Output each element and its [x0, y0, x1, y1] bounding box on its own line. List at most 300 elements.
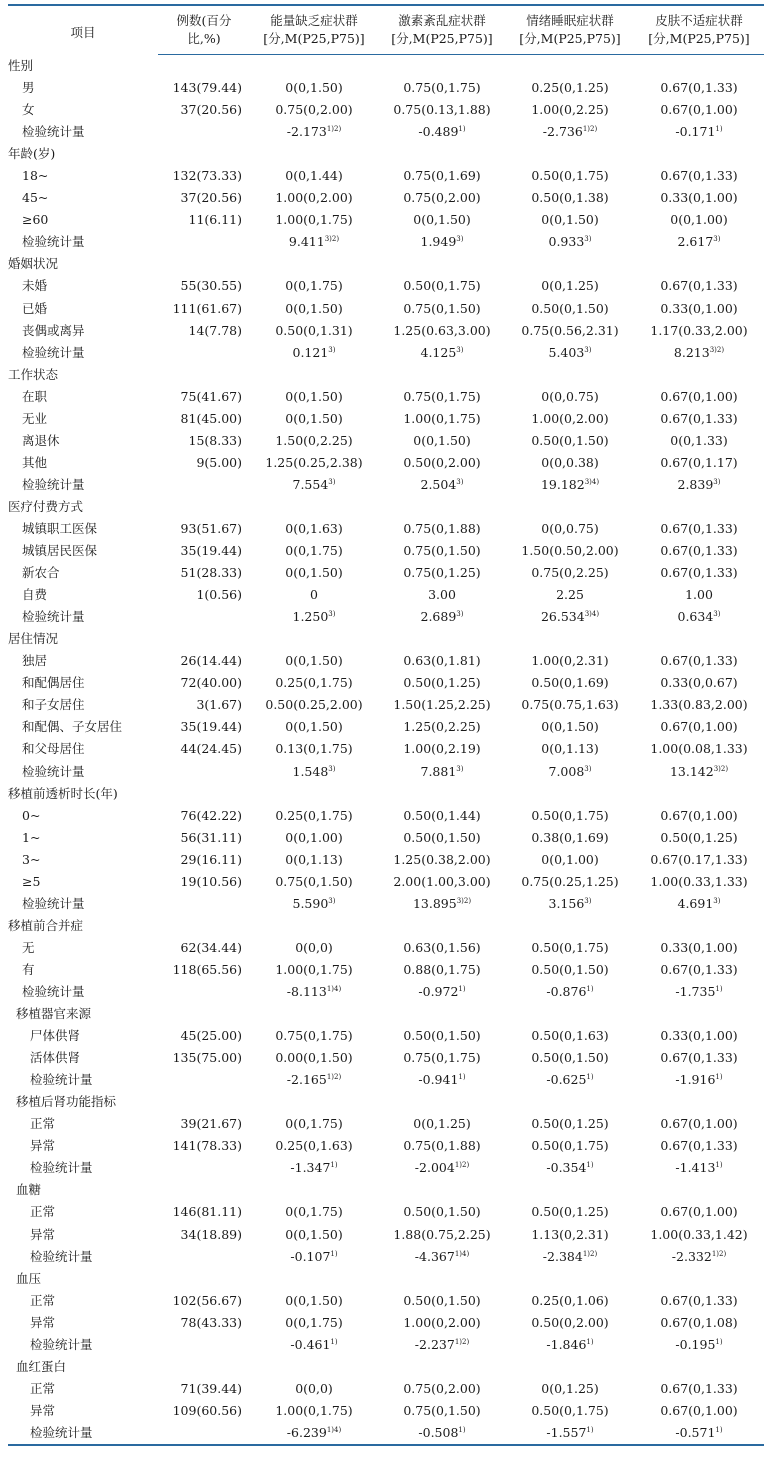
stat-cell — [250, 231, 378, 253]
empty-cell — [506, 628, 634, 650]
value-cell: 0.50(0,1.75) — [403, 278, 481, 294]
stat-footnote: 1) — [715, 1337, 723, 1346]
stat-value: 5.403 — [548, 344, 585, 360]
empty-cell — [634, 1179, 764, 1201]
stat-value: 1.949 — [420, 234, 457, 250]
header-unit: [分,M(P25,P75)] — [634, 30, 764, 55]
row-label: 正常 — [30, 1116, 56, 1132]
empty-cell — [634, 783, 764, 805]
empty-cell — [634, 496, 764, 518]
group-label: 移植后肾功能指标 — [16, 1094, 117, 1110]
group-label: 工作状态 — [8, 366, 59, 382]
table-row — [8, 783, 764, 805]
stat-footnote: 3) — [713, 477, 721, 486]
stat-footnote: 3) — [584, 896, 592, 905]
value-cell: 0(0,1.75) — [285, 1116, 343, 1132]
table-row — [8, 1400, 764, 1422]
count-cell: 109(60.56) — [172, 1402, 242, 1418]
stat-footnote: 1) — [715, 984, 723, 993]
count-cell: 45(25.00) — [180, 1028, 242, 1044]
empty-cell — [378, 783, 506, 805]
stat-cell — [634, 121, 764, 143]
stat-cell — [506, 893, 634, 915]
table-row — [8, 915, 764, 937]
stat-footnote: 3)2) — [709, 345, 725, 354]
stat-cell — [250, 1157, 378, 1179]
stat-footnote: 3)4) — [584, 477, 600, 486]
header-energy: 能量缺乏症状群 — [250, 5, 378, 30]
empty-cell — [506, 496, 634, 518]
empty-cell — [378, 253, 506, 275]
value-cell: 0.50(0,1.25) — [660, 829, 738, 845]
stat-cell — [506, 606, 634, 628]
header-unit: [分,M(P25,P75)] — [250, 30, 378, 55]
stat-footnote: 1)2) — [582, 125, 598, 134]
table-row — [8, 386, 764, 408]
table-row — [8, 496, 764, 518]
value-cell: 0.33(0,1.00) — [660, 190, 738, 206]
value-cell: 1.00(0,2.25) — [531, 102, 609, 118]
table-row — [8, 342, 764, 364]
count-cell — [158, 253, 250, 275]
stat-footnote: 3)2) — [324, 235, 340, 244]
stat-value: -2.332 — [671, 1248, 712, 1264]
stat-cell — [378, 981, 506, 1003]
row-label: 未婚 — [22, 278, 48, 294]
data-table-container — [8, 4, 764, 1446]
stat-cell — [506, 231, 634, 253]
count-cell: 11(6.11) — [188, 212, 242, 228]
stat-cell — [378, 1157, 506, 1179]
table-row — [8, 231, 764, 253]
value-cell: 1.00(0,2.00) — [275, 190, 353, 206]
count-cell — [158, 1157, 250, 1179]
stat-footnote: 1)2) — [582, 1249, 598, 1258]
row-label: 女 — [22, 102, 35, 118]
empty-cell — [250, 1091, 378, 1113]
value-cell: 0.50(0,1.50) — [531, 432, 609, 448]
value-cell: 0.63(0,1.81) — [403, 653, 481, 669]
value-cell: 0(0,1.00) — [670, 212, 728, 228]
value-cell: 1.25(0.25,2.38) — [265, 454, 363, 470]
stat-value: -2.165 — [286, 1072, 327, 1088]
value-cell: 0.75(0,1.75) — [403, 1050, 481, 1066]
value-cell: 0.33(0,1.00) — [660, 939, 738, 955]
value-cell: 0.75(0,1.88) — [403, 521, 481, 536]
table-row — [8, 1135, 764, 1157]
row-label: 活体供肾 — [30, 1050, 81, 1066]
row-label: 其他 — [22, 454, 48, 470]
count-cell — [158, 761, 250, 783]
stat-footnote: 1) — [330, 1337, 338, 1346]
empty-cell — [250, 1179, 378, 1201]
value-cell: 0.50(0,1.75) — [531, 939, 609, 955]
value-cell: 0.50(0,1.50) — [403, 1028, 481, 1044]
stat-value: 4.125 — [420, 344, 457, 360]
value-cell: 0.50(0,1.25) — [403, 675, 481, 691]
stat-label: 检验统计量 — [30, 1072, 93, 1088]
table-row — [8, 430, 764, 452]
group-label: 居住情况 — [8, 631, 59, 647]
stat-label: 检验统计量 — [30, 1248, 93, 1264]
value-cell: 1.25(0.38,2.00) — [393, 851, 491, 867]
stat-cell — [378, 1422, 506, 1445]
empty-cell — [250, 915, 378, 937]
count-cell — [158, 628, 250, 650]
table-row — [8, 1246, 764, 1268]
empty-cell — [378, 1356, 506, 1378]
count-cell: 118(65.56) — [172, 961, 242, 977]
stat-value: 2.617 — [677, 234, 714, 250]
value-cell: 0(0,1.50) — [541, 212, 599, 228]
stat-value: 1.548 — [292, 763, 329, 779]
stat-value: -0.461 — [290, 1336, 331, 1352]
stat-footnote: 1)2) — [326, 1073, 342, 1082]
value-cell: 0.67(0,1.33) — [660, 410, 738, 426]
value-cell: 0.25(0,1.75) — [275, 675, 353, 691]
empty-cell — [506, 1091, 634, 1113]
count-cell — [158, 1069, 250, 1091]
empty-cell — [250, 143, 378, 165]
stat-cell — [250, 981, 378, 1003]
empty-cell — [634, 55, 764, 78]
count-cell: 146(81.11) — [172, 1204, 242, 1220]
value-cell: 0(0,0.75) — [541, 388, 599, 404]
value-cell: 0(0,0.75) — [541, 521, 599, 536]
stat-cell — [250, 342, 378, 364]
count-cell: 111(61.67) — [172, 300, 242, 316]
value-cell: 0(0,1.25) — [541, 278, 599, 294]
table-row — [8, 121, 764, 143]
row-label: 自费 — [22, 587, 48, 603]
value-cell: 1.50(0.50,2.00) — [521, 543, 619, 559]
value-cell: 0.50(0,1.50) — [531, 961, 609, 977]
count-cell: 19(10.56) — [180, 873, 242, 889]
stat-footnote: 1)4) — [326, 1425, 342, 1434]
stat-footnote: 3) — [456, 610, 464, 619]
table-row — [8, 716, 764, 738]
value-cell: 0.75(0,1.25) — [403, 565, 481, 581]
value-cell: 0.67(0,1.33) — [660, 1050, 738, 1066]
table-row — [8, 1069, 764, 1091]
value-cell: 0.67(0,1.33) — [660, 278, 738, 294]
stat-footnote: 1)2) — [454, 1337, 470, 1346]
count-cell: 102(56.67) — [172, 1292, 242, 1308]
stat-cell — [378, 606, 506, 628]
row-label: 和配偶、子女居住 — [22, 719, 123, 735]
count-cell — [158, 1356, 250, 1378]
stat-value: 2.504 — [420, 476, 457, 492]
stat-footnote: 1) — [586, 1425, 594, 1434]
stat-value: -0.107 — [290, 1248, 331, 1264]
empty-cell — [378, 628, 506, 650]
row-label: 异常 — [30, 1402, 56, 1418]
empty-cell — [378, 1003, 506, 1025]
stat-footnote: 1) — [715, 1425, 723, 1434]
stat-footnote: 1)4) — [326, 984, 342, 993]
table-row — [8, 827, 764, 849]
value-cell: 0.75(0,1.50) — [275, 873, 353, 889]
stat-value: -0.489 — [418, 124, 459, 140]
table-row — [8, 1047, 764, 1069]
row-label: 正常 — [30, 1204, 56, 1220]
table-row — [8, 628, 764, 650]
header-skin: 皮肤不适症状群 — [634, 5, 764, 30]
stat-footnote: 1) — [458, 1073, 466, 1082]
stat-footnote: 3)2) — [713, 764, 729, 773]
count-cell: 3(1.67) — [196, 697, 242, 713]
value-cell: 0(0,1.50) — [285, 565, 343, 581]
value-cell: 0.75(0.75,1.63) — [521, 697, 619, 713]
count-cell — [158, 496, 250, 518]
header-unit: [分,M(P25,P75)] — [378, 30, 506, 55]
table-row — [8, 1223, 764, 1245]
value-cell: 0.38(0,1.69) — [531, 829, 609, 845]
value-cell: 0.25(0,1.25) — [531, 80, 609, 96]
table-row — [8, 320, 764, 342]
row-label: 0~ — [22, 807, 41, 823]
row-label: 城镇职工医保 — [22, 521, 98, 536]
count-cell: 9(5.00) — [196, 454, 242, 470]
value-cell: 0(0,0) — [295, 939, 333, 955]
stat-label: 检验统计量 — [30, 1160, 93, 1176]
stat-value: 4.691 — [677, 895, 714, 911]
row-label: 无 — [22, 939, 35, 955]
stat-footnote: 3) — [328, 477, 336, 486]
table-row — [8, 981, 764, 1003]
stat-value: 7.881 — [420, 763, 457, 779]
table-row — [8, 738, 764, 760]
stat-value: -0.941 — [418, 1072, 459, 1088]
stat-label: 检验统计量 — [22, 476, 85, 492]
table-row — [8, 1378, 764, 1400]
stat-footnote: 3) — [584, 235, 592, 244]
value-cell: 0.50(0,1.50) — [531, 1050, 609, 1066]
value-cell: 0.67(0,1.00) — [660, 1116, 738, 1132]
stat-footnote: 3) — [713, 896, 721, 905]
stat-value: -1.413 — [675, 1160, 716, 1176]
stat-cell — [634, 893, 764, 915]
stat-footnote: 1)2) — [326, 125, 342, 134]
stat-value: -4.367 — [414, 1248, 455, 1264]
group-label: 血糖 — [16, 1182, 42, 1198]
stat-cell — [378, 121, 506, 143]
value-cell: 0(0,1.33) — [670, 432, 728, 448]
empty-cell — [250, 496, 378, 518]
value-cell: 0.50(0,1.44) — [403, 807, 481, 823]
table-row — [8, 694, 764, 716]
value-cell: 1.50(0,2.25) — [275, 432, 353, 448]
value-cell: 0.75(0,1.69) — [403, 168, 481, 184]
value-cell: 0(0,1.50) — [413, 212, 471, 228]
stat-value: 19.182 — [540, 476, 585, 492]
stat-footnote: 1) — [586, 1337, 594, 1346]
value-cell: 0(0,1.50) — [285, 80, 343, 96]
table-row — [8, 1003, 764, 1025]
stat-cell — [634, 761, 764, 783]
value-cell: 0(0,1.50) — [285, 719, 343, 735]
row-label: 无业 — [22, 410, 48, 426]
empty-cell — [634, 915, 764, 937]
empty-cell — [250, 55, 378, 78]
stat-value: -2.173 — [286, 124, 327, 140]
stat-value: -1.735 — [675, 983, 716, 999]
value-cell: 0(0,1.25) — [413, 1116, 471, 1132]
stat-footnote: 3) — [456, 477, 464, 486]
value-cell: 0.50(0,1.25) — [531, 1204, 609, 1220]
stat-cell — [506, 1069, 634, 1091]
empty-cell — [634, 1091, 764, 1113]
table-row — [8, 672, 764, 694]
value-cell: 1.00(0,1.75) — [275, 212, 353, 228]
value-cell: 0.50(0,1.63) — [531, 1028, 609, 1044]
header-emotion-sleep: 情绪睡眠症状群 — [506, 5, 634, 30]
stat-footnote: 3) — [584, 764, 592, 773]
table-row — [8, 77, 764, 99]
stat-cell — [634, 1246, 764, 1268]
value-cell: 0(0,0) — [295, 1380, 333, 1396]
row-label: 离退休 — [22, 432, 60, 448]
value-cell: 0.67(0,1.08) — [660, 1314, 738, 1330]
group-label: 医疗付费方式 — [8, 498, 84, 514]
value-cell: 0.67(0,1.17) — [660, 454, 738, 470]
value-cell: 0(0,1.50) — [285, 1292, 343, 1308]
symptom-cluster-table — [8, 4, 764, 1446]
value-cell: 0(0,0.38) — [541, 454, 599, 470]
header-unit: [分,M(P25,P75)] — [506, 30, 634, 55]
value-cell: 0(0,1.63) — [285, 521, 343, 536]
table-row — [8, 408, 764, 430]
row-label: 在职 — [22, 388, 48, 404]
count-cell: 39(21.67) — [180, 1116, 242, 1132]
empty-cell — [506, 783, 634, 805]
empty-cell — [506, 1268, 634, 1290]
table-row — [8, 584, 764, 606]
count-cell: 35(19.44) — [180, 719, 242, 735]
group-label: 移植前透析时长(年) — [8, 785, 118, 801]
stat-cell — [378, 474, 506, 496]
stat-value: -0.972 — [418, 983, 459, 999]
stat-cell — [378, 1246, 506, 1268]
value-cell: 0.67(0,1.33) — [660, 565, 738, 581]
stat-footnote: 3) — [328, 345, 336, 354]
value-cell: 0.50(0.25,2.00) — [265, 697, 363, 713]
table-row — [8, 99, 764, 121]
value-cell: 0.50(0,1.50) — [403, 1204, 481, 1220]
count-cell: 143(79.44) — [172, 80, 242, 96]
value-cell: 0.67(0,1.33) — [660, 543, 738, 559]
stat-cell — [378, 1069, 506, 1091]
value-cell: 0.67(0,1.00) — [660, 1204, 738, 1220]
value-cell: 0.50(0,1.75) — [531, 1138, 609, 1154]
value-cell: 0(0,1.00) — [285, 829, 343, 845]
count-cell: 72(40.00) — [180, 675, 242, 691]
count-cell: 76(42.22) — [180, 807, 242, 823]
value-cell: 1.00(0,1.75) — [403, 410, 481, 426]
stat-value: -1.347 — [290, 1160, 331, 1176]
row-label: 男 — [22, 80, 35, 96]
stat-value: 9.411 — [288, 234, 325, 250]
value-cell: 0.50(0,1.50) — [403, 829, 481, 845]
stat-label: 检验统计量 — [22, 609, 85, 625]
empty-cell — [378, 1091, 506, 1113]
table-row — [8, 364, 764, 386]
table-row — [8, 1091, 764, 1113]
table-row — [8, 1290, 764, 1312]
value-cell: 1.00(0.33,1.42) — [650, 1226, 748, 1242]
stat-value: 0.933 — [548, 234, 585, 250]
empty-cell — [634, 628, 764, 650]
stat-value: -1.557 — [546, 1424, 587, 1440]
stat-cell — [634, 981, 764, 1003]
row-label: 独居 — [22, 653, 48, 669]
row-label: 正常 — [30, 1380, 56, 1396]
empty-cell — [378, 1179, 506, 1201]
value-cell: 0.75(0,2.00) — [403, 190, 481, 206]
value-cell: 0.67(0,1.33) — [660, 1138, 738, 1154]
value-cell: 0.75(0,2.25) — [531, 565, 609, 581]
stat-footnote: 3) — [328, 610, 336, 619]
stat-value: -1.846 — [546, 1336, 587, 1352]
stat-cell — [506, 1422, 634, 1445]
value-cell: 0.67(0,1.33) — [660, 961, 738, 977]
stat-value: 2.839 — [677, 476, 714, 492]
count-cell — [158, 915, 250, 937]
count-cell: 34(18.89) — [180, 1226, 242, 1242]
stat-footnote: 1) — [715, 125, 723, 134]
stat-cell — [634, 474, 764, 496]
stat-cell — [634, 1069, 764, 1091]
stat-footnote: 1)2) — [711, 1249, 727, 1258]
stat-footnote: 3) — [456, 764, 464, 773]
row-label: 和子女居住 — [22, 697, 85, 713]
table-row — [8, 1113, 764, 1135]
count-cell: 35(19.44) — [180, 543, 242, 559]
empty-cell — [378, 1268, 506, 1290]
row-label: 18~ — [22, 168, 49, 184]
value-cell: 0.50(0,2.00) — [403, 454, 481, 470]
value-cell: 0.75(0,1.75) — [403, 80, 481, 96]
count-cell: 81(45.00) — [180, 410, 242, 426]
value-cell: 0(0,1.75) — [285, 543, 343, 559]
stat-footnote: 1) — [458, 125, 466, 134]
row-label: 异常 — [30, 1314, 56, 1330]
stat-footnote: 3) — [328, 896, 336, 905]
value-cell: 1.00(0,2.31) — [531, 653, 609, 669]
value-cell: 0(0,1.50) — [285, 388, 343, 404]
stat-footnote: 1)2) — [454, 1161, 470, 1170]
value-cell: 0.67(0,1.00) — [660, 388, 738, 404]
table-body — [8, 55, 764, 1445]
stat-label: 检验统计量 — [22, 983, 85, 999]
count-cell: 1(0.56) — [196, 587, 242, 603]
stat-value: 0.121 — [292, 344, 329, 360]
table-row — [8, 937, 764, 959]
count-cell — [158, 55, 250, 78]
count-cell — [158, 893, 250, 915]
count-cell: 44(24.45) — [180, 741, 242, 757]
value-cell: 1.17(0.33,2.00) — [650, 322, 748, 338]
table-row — [8, 1268, 764, 1290]
stat-value: 2.689 — [420, 609, 457, 625]
value-cell: 0.67(0,1.33) — [660, 80, 738, 96]
stat-value: -1.916 — [675, 1072, 716, 1088]
stat-cell — [250, 1422, 378, 1445]
stat-label: 检验统计量 — [30, 1336, 93, 1352]
table-row — [8, 253, 764, 275]
empty-cell — [250, 364, 378, 386]
table-row — [8, 540, 764, 562]
